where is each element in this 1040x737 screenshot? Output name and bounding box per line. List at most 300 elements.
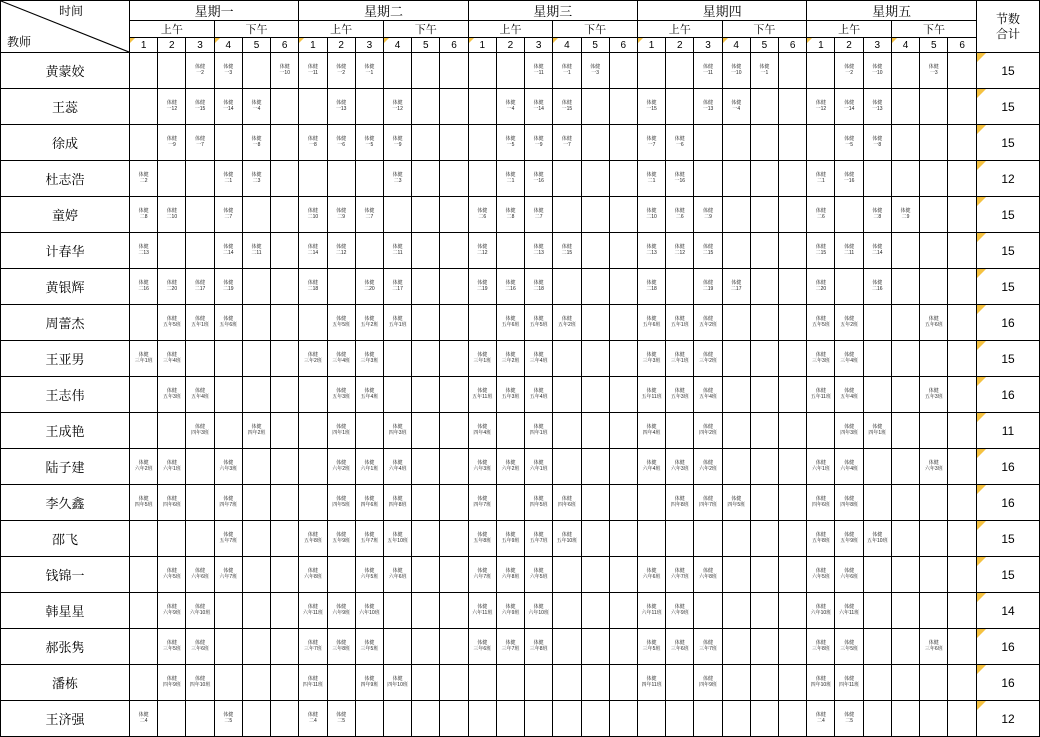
schedule-cell[interactable] <box>807 233 835 269</box>
schedule-cell[interactable] <box>242 89 270 125</box>
schedule-cell[interactable] <box>299 521 327 557</box>
schedule-cell[interactable] <box>948 233 977 269</box>
schedule-cell[interactable] <box>581 305 609 341</box>
schedule-cell[interactable] <box>637 53 665 89</box>
schedule-cell[interactable] <box>891 665 919 701</box>
schedule-cell[interactable] <box>609 557 637 593</box>
schedule-cell[interactable] <box>609 233 637 269</box>
schedule-cell[interactable] <box>271 305 299 341</box>
schedule-cell[interactable] <box>666 485 694 521</box>
schedule-cell[interactable] <box>383 701 411 737</box>
schedule-cell[interactable] <box>355 629 383 665</box>
schedule-cell[interactable] <box>525 665 553 701</box>
schedule-cell[interactable] <box>722 161 750 197</box>
schedule-cell[interactable] <box>496 269 524 305</box>
schedule-cell[interactable] <box>355 53 383 89</box>
schedule-cell[interactable] <box>920 377 948 413</box>
schedule-cell[interactable] <box>920 233 948 269</box>
schedule-cell[interactable] <box>835 233 863 269</box>
schedule-cell[interactable] <box>525 629 553 665</box>
schedule-cell[interactable] <box>130 485 158 521</box>
schedule-cell[interactable] <box>553 161 581 197</box>
schedule-cell[interactable] <box>299 593 327 629</box>
schedule-cell[interactable] <box>242 557 270 593</box>
schedule-cell[interactable] <box>214 233 242 269</box>
schedule-cell[interactable] <box>863 233 891 269</box>
schedule-cell[interactable] <box>327 377 355 413</box>
schedule-cell[interactable] <box>468 629 496 665</box>
schedule-cell[interactable] <box>327 593 355 629</box>
schedule-cell[interactable] <box>186 233 214 269</box>
schedule-cell[interactable] <box>130 89 158 125</box>
schedule-cell[interactable] <box>750 629 778 665</box>
schedule-cell[interactable] <box>299 449 327 485</box>
schedule-cell[interactable] <box>920 197 948 233</box>
schedule-cell[interactable] <box>327 89 355 125</box>
schedule-cell[interactable] <box>750 377 778 413</box>
schedule-cell[interactable] <box>722 377 750 413</box>
schedule-cell[interactable] <box>891 305 919 341</box>
schedule-cell[interactable] <box>299 89 327 125</box>
schedule-cell[interactable] <box>581 557 609 593</box>
schedule-cell[interactable] <box>637 233 665 269</box>
schedule-cell[interactable] <box>158 197 186 233</box>
schedule-cell[interactable] <box>327 557 355 593</box>
schedule-cell[interactable] <box>412 557 440 593</box>
schedule-cell[interactable] <box>581 665 609 701</box>
schedule-cell[interactable] <box>383 449 411 485</box>
schedule-cell[interactable] <box>835 125 863 161</box>
schedule-cell[interactable] <box>242 629 270 665</box>
schedule-cell[interactable] <box>807 485 835 521</box>
schedule-cell[interactable] <box>722 197 750 233</box>
schedule-cell[interactable] <box>581 629 609 665</box>
schedule-cell[interactable] <box>355 665 383 701</box>
schedule-cell[interactable] <box>609 377 637 413</box>
schedule-cell[interactable] <box>722 593 750 629</box>
schedule-cell[interactable] <box>271 665 299 701</box>
schedule-cell[interactable] <box>242 233 270 269</box>
schedule-cell[interactable] <box>271 341 299 377</box>
schedule-cell[interactable] <box>496 413 524 449</box>
schedule-cell[interactable] <box>779 53 807 89</box>
schedule-cell[interactable] <box>130 161 158 197</box>
schedule-cell[interactable] <box>609 485 637 521</box>
schedule-cell[interactable] <box>186 485 214 521</box>
schedule-cell[interactable] <box>186 629 214 665</box>
schedule-cell[interactable] <box>186 161 214 197</box>
schedule-cell[interactable] <box>214 125 242 161</box>
schedule-cell[interactable] <box>383 485 411 521</box>
schedule-cell[interactable] <box>327 269 355 305</box>
schedule-cell[interactable] <box>130 125 158 161</box>
schedule-cell[interactable] <box>553 413 581 449</box>
schedule-cell[interactable] <box>525 413 553 449</box>
schedule-cell[interactable] <box>666 89 694 125</box>
schedule-cell[interactable] <box>948 197 977 233</box>
schedule-cell[interactable] <box>271 629 299 665</box>
schedule-cell[interactable] <box>920 557 948 593</box>
schedule-cell[interactable] <box>214 269 242 305</box>
schedule-cell[interactable] <box>299 629 327 665</box>
schedule-cell[interactable] <box>214 665 242 701</box>
schedule-cell[interactable] <box>327 125 355 161</box>
schedule-cell[interactable] <box>158 521 186 557</box>
schedule-cell[interactable] <box>440 557 468 593</box>
schedule-cell[interactable] <box>553 593 581 629</box>
schedule-cell[interactable] <box>863 197 891 233</box>
schedule-cell[interactable] <box>948 449 977 485</box>
schedule-cell[interactable] <box>525 701 553 737</box>
schedule-cell[interactable] <box>327 701 355 737</box>
schedule-cell[interactable] <box>722 53 750 89</box>
schedule-cell[interactable] <box>581 521 609 557</box>
schedule-cell[interactable] <box>948 485 977 521</box>
schedule-cell[interactable] <box>130 557 158 593</box>
schedule-cell[interactable] <box>271 89 299 125</box>
schedule-cell[interactable] <box>158 269 186 305</box>
schedule-cell[interactable] <box>637 197 665 233</box>
schedule-cell[interactable] <box>835 377 863 413</box>
schedule-cell[interactable] <box>496 701 524 737</box>
schedule-cell[interactable] <box>440 485 468 521</box>
schedule-cell[interactable] <box>609 593 637 629</box>
schedule-cell[interactable] <box>271 485 299 521</box>
schedule-cell[interactable] <box>412 125 440 161</box>
schedule-cell[interactable] <box>637 449 665 485</box>
schedule-cell[interactable] <box>327 53 355 89</box>
schedule-cell[interactable] <box>609 341 637 377</box>
schedule-cell[interactable] <box>637 485 665 521</box>
schedule-cell[interactable] <box>130 269 158 305</box>
schedule-cell[interactable] <box>750 161 778 197</box>
schedule-cell[interactable] <box>581 89 609 125</box>
schedule-cell[interactable] <box>440 629 468 665</box>
schedule-cell[interactable] <box>496 665 524 701</box>
schedule-cell[interactable] <box>412 701 440 737</box>
schedule-cell[interactable] <box>609 161 637 197</box>
schedule-cell[interactable] <box>920 485 948 521</box>
schedule-cell[interactable] <box>835 521 863 557</box>
schedule-cell[interactable] <box>412 89 440 125</box>
schedule-cell[interactable] <box>637 521 665 557</box>
schedule-cell[interactable] <box>299 305 327 341</box>
schedule-cell[interactable] <box>327 521 355 557</box>
schedule-cell[interactable] <box>355 269 383 305</box>
schedule-cell[interactable] <box>468 593 496 629</box>
schedule-cell[interactable] <box>440 305 468 341</box>
schedule-cell[interactable] <box>440 449 468 485</box>
schedule-cell[interactable] <box>948 557 977 593</box>
schedule-cell[interactable] <box>271 269 299 305</box>
schedule-cell[interactable] <box>525 197 553 233</box>
schedule-cell[interactable] <box>891 197 919 233</box>
schedule-cell[interactable] <box>130 449 158 485</box>
schedule-cell[interactable] <box>920 341 948 377</box>
schedule-cell[interactable] <box>666 593 694 629</box>
schedule-cell[interactable] <box>130 341 158 377</box>
schedule-cell[interactable] <box>666 629 694 665</box>
schedule-cell[interactable] <box>948 125 977 161</box>
schedule-cell[interactable] <box>186 269 214 305</box>
schedule-cell[interactable] <box>694 341 722 377</box>
schedule-cell[interactable] <box>355 305 383 341</box>
schedule-cell[interactable] <box>214 89 242 125</box>
schedule-cell[interactable] <box>214 341 242 377</box>
schedule-cell[interactable] <box>722 665 750 701</box>
schedule-cell[interactable] <box>863 629 891 665</box>
schedule-cell[interactable] <box>807 377 835 413</box>
schedule-cell[interactable] <box>863 53 891 89</box>
schedule-cell[interactable] <box>948 377 977 413</box>
schedule-cell[interactable] <box>299 269 327 305</box>
schedule-cell[interactable] <box>158 485 186 521</box>
schedule-cell[interactable] <box>779 125 807 161</box>
schedule-cell[interactable] <box>525 53 553 89</box>
schedule-cell[interactable] <box>271 125 299 161</box>
schedule-cell[interactable] <box>468 125 496 161</box>
schedule-cell[interactable] <box>271 701 299 737</box>
schedule-cell[interactable] <box>694 89 722 125</box>
schedule-cell[interactable] <box>214 449 242 485</box>
schedule-cell[interactable] <box>779 485 807 521</box>
schedule-cell[interactable] <box>383 125 411 161</box>
schedule-cell[interactable] <box>327 161 355 197</box>
schedule-cell[interactable] <box>779 377 807 413</box>
schedule-cell[interactable] <box>383 89 411 125</box>
schedule-cell[interactable] <box>214 593 242 629</box>
schedule-cell[interactable] <box>553 53 581 89</box>
schedule-cell[interactable] <box>807 665 835 701</box>
schedule-cell[interactable] <box>694 197 722 233</box>
schedule-cell[interactable] <box>214 485 242 521</box>
schedule-cell[interactable] <box>299 197 327 233</box>
schedule-cell[interactable] <box>666 413 694 449</box>
schedule-cell[interactable] <box>271 233 299 269</box>
schedule-cell[interactable] <box>637 161 665 197</box>
schedule-cell[interactable] <box>383 269 411 305</box>
schedule-cell[interactable] <box>891 125 919 161</box>
schedule-cell[interactable] <box>327 341 355 377</box>
schedule-cell[interactable] <box>581 377 609 413</box>
schedule-cell[interactable] <box>468 521 496 557</box>
schedule-cell[interactable] <box>130 521 158 557</box>
schedule-cell[interactable] <box>242 377 270 413</box>
schedule-cell[interactable] <box>440 341 468 377</box>
schedule-cell[interactable] <box>609 305 637 341</box>
schedule-cell[interactable] <box>242 197 270 233</box>
schedule-cell[interactable] <box>242 593 270 629</box>
schedule-cell[interactable] <box>496 53 524 89</box>
schedule-cell[interactable] <box>722 269 750 305</box>
schedule-cell[interactable] <box>891 629 919 665</box>
schedule-cell[interactable] <box>271 197 299 233</box>
schedule-cell[interactable] <box>553 89 581 125</box>
schedule-cell[interactable] <box>299 341 327 377</box>
schedule-cell[interactable] <box>779 557 807 593</box>
schedule-cell[interactable] <box>891 53 919 89</box>
schedule-cell[interactable] <box>130 701 158 737</box>
schedule-cell[interactable] <box>242 485 270 521</box>
schedule-cell[interactable] <box>186 701 214 737</box>
schedule-cell[interactable] <box>158 233 186 269</box>
schedule-cell[interactable] <box>835 413 863 449</box>
schedule-cell[interactable] <box>383 521 411 557</box>
schedule-cell[interactable] <box>694 125 722 161</box>
schedule-cell[interactable] <box>891 269 919 305</box>
schedule-cell[interactable] <box>948 161 977 197</box>
schedule-cell[interactable] <box>581 341 609 377</box>
schedule-cell[interactable] <box>863 161 891 197</box>
schedule-cell[interactable] <box>383 341 411 377</box>
schedule-cell[interactable] <box>807 701 835 737</box>
schedule-cell[interactable] <box>722 341 750 377</box>
schedule-cell[interactable] <box>835 701 863 737</box>
schedule-cell[interactable] <box>158 161 186 197</box>
schedule-cell[interactable] <box>525 485 553 521</box>
schedule-cell[interactable] <box>299 413 327 449</box>
schedule-cell[interactable] <box>525 305 553 341</box>
schedule-cell[interactable] <box>440 665 468 701</box>
schedule-cell[interactable] <box>637 665 665 701</box>
schedule-cell[interactable] <box>186 341 214 377</box>
schedule-cell[interactable] <box>891 341 919 377</box>
schedule-cell[interactable] <box>242 449 270 485</box>
schedule-cell[interactable] <box>750 269 778 305</box>
schedule-cell[interactable] <box>496 485 524 521</box>
schedule-cell[interactable] <box>779 89 807 125</box>
schedule-cell[interactable] <box>807 449 835 485</box>
schedule-cell[interactable] <box>750 197 778 233</box>
schedule-cell[interactable] <box>271 161 299 197</box>
schedule-cell[interactable] <box>496 305 524 341</box>
schedule-cell[interactable] <box>412 485 440 521</box>
schedule-cell[interactable] <box>496 377 524 413</box>
schedule-cell[interactable] <box>496 629 524 665</box>
schedule-cell[interactable] <box>891 521 919 557</box>
schedule-cell[interactable] <box>412 305 440 341</box>
schedule-cell[interactable] <box>807 629 835 665</box>
schedule-cell[interactable] <box>496 125 524 161</box>
schedule-cell[interactable] <box>525 593 553 629</box>
schedule-cell[interactable] <box>355 197 383 233</box>
schedule-cell[interactable] <box>948 269 977 305</box>
schedule-cell[interactable] <box>158 53 186 89</box>
schedule-cell[interactable] <box>835 449 863 485</box>
schedule-cell[interactable] <box>440 701 468 737</box>
schedule-cell[interactable] <box>383 53 411 89</box>
schedule-cell[interactable] <box>271 449 299 485</box>
schedule-cell[interactable] <box>158 449 186 485</box>
schedule-cell[interactable] <box>637 413 665 449</box>
schedule-cell[interactable] <box>609 413 637 449</box>
schedule-cell[interactable] <box>609 521 637 557</box>
schedule-cell[interactable] <box>327 665 355 701</box>
schedule-cell[interactable] <box>835 53 863 89</box>
schedule-cell[interactable] <box>637 557 665 593</box>
schedule-cell[interactable] <box>214 521 242 557</box>
schedule-cell[interactable] <box>242 341 270 377</box>
schedule-cell[interactable] <box>694 413 722 449</box>
schedule-cell[interactable] <box>468 341 496 377</box>
schedule-cell[interactable] <box>722 413 750 449</box>
schedule-cell[interactable] <box>581 269 609 305</box>
schedule-cell[interactable] <box>722 521 750 557</box>
schedule-cell[interactable] <box>722 629 750 665</box>
schedule-cell[interactable] <box>158 305 186 341</box>
schedule-cell[interactable] <box>920 53 948 89</box>
schedule-cell[interactable] <box>299 161 327 197</box>
schedule-cell[interactable] <box>186 665 214 701</box>
schedule-cell[interactable] <box>412 593 440 629</box>
schedule-cell[interactable] <box>920 701 948 737</box>
schedule-cell[interactable] <box>468 233 496 269</box>
schedule-cell[interactable] <box>948 593 977 629</box>
schedule-cell[interactable] <box>242 161 270 197</box>
schedule-cell[interactable] <box>327 413 355 449</box>
schedule-cell[interactable] <box>440 125 468 161</box>
schedule-cell[interactable] <box>327 197 355 233</box>
schedule-cell[interactable] <box>355 341 383 377</box>
schedule-cell[interactable] <box>694 593 722 629</box>
schedule-cell[interactable] <box>440 233 468 269</box>
schedule-cell[interactable] <box>722 233 750 269</box>
schedule-cell[interactable] <box>299 665 327 701</box>
schedule-cell[interactable] <box>694 629 722 665</box>
schedule-cell[interactable] <box>214 305 242 341</box>
schedule-cell[interactable] <box>694 269 722 305</box>
schedule-cell[interactable] <box>920 449 948 485</box>
schedule-cell[interactable] <box>722 305 750 341</box>
schedule-cell[interactable] <box>750 341 778 377</box>
schedule-cell[interactable] <box>835 485 863 521</box>
schedule-cell[interactable] <box>666 449 694 485</box>
schedule-cell[interactable] <box>412 629 440 665</box>
schedule-cell[interactable] <box>355 593 383 629</box>
schedule-cell[interactable] <box>863 377 891 413</box>
schedule-cell[interactable] <box>383 161 411 197</box>
schedule-cell[interactable] <box>355 521 383 557</box>
schedule-cell[interactable] <box>299 557 327 593</box>
schedule-cell[interactable] <box>694 665 722 701</box>
schedule-cell[interactable] <box>863 557 891 593</box>
schedule-cell[interactable] <box>412 53 440 89</box>
schedule-cell[interactable] <box>186 305 214 341</box>
schedule-cell[interactable] <box>355 485 383 521</box>
schedule-cell[interactable] <box>355 125 383 161</box>
schedule-cell[interactable] <box>722 701 750 737</box>
schedule-cell[interactable] <box>694 449 722 485</box>
schedule-cell[interactable] <box>158 125 186 161</box>
schedule-cell[interactable] <box>214 701 242 737</box>
schedule-cell[interactable] <box>891 377 919 413</box>
schedule-cell[interactable] <box>158 377 186 413</box>
schedule-cell[interactable] <box>468 557 496 593</box>
schedule-cell[interactable] <box>383 629 411 665</box>
schedule-cell[interactable] <box>920 521 948 557</box>
schedule-cell[interactable] <box>214 629 242 665</box>
schedule-cell[interactable] <box>863 665 891 701</box>
schedule-cell[interactable] <box>750 557 778 593</box>
schedule-cell[interactable] <box>750 485 778 521</box>
schedule-cell[interactable] <box>355 449 383 485</box>
schedule-cell[interactable] <box>666 53 694 89</box>
schedule-cell[interactable] <box>581 593 609 629</box>
schedule-cell[interactable] <box>750 449 778 485</box>
schedule-cell[interactable] <box>468 377 496 413</box>
schedule-cell[interactable] <box>666 341 694 377</box>
schedule-cell[interactable] <box>750 665 778 701</box>
